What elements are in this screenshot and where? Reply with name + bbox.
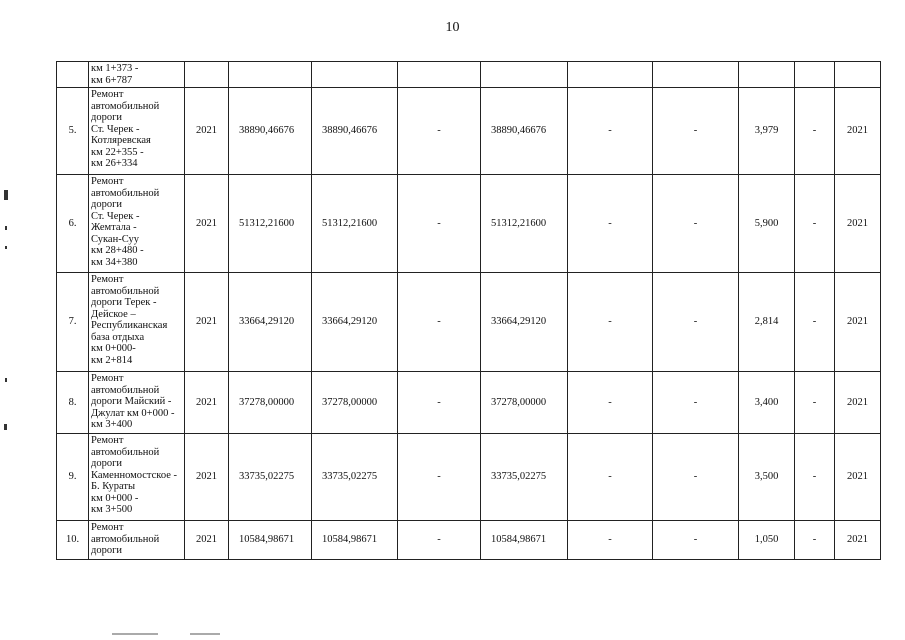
cell-empty [739, 62, 795, 88]
table-row [57, 273, 881, 372]
road-name-line: Сукан-Суу [91, 233, 139, 245]
road-name-line: км 6+787 [91, 74, 133, 86]
cell-year-start: 2021 [185, 434, 229, 521]
cell-year-start: 2021 [185, 372, 229, 434]
cell-total-cost: 10584,98671 [229, 521, 312, 560]
cell-cost-column-5: - [568, 434, 653, 521]
cell-cost-column-2: 33735,02275 [312, 434, 398, 521]
cell-year-end: 2021 [835, 88, 881, 175]
cell-year-end: 2021 [835, 273, 881, 372]
cell-year-end: 2021 [835, 521, 881, 560]
road-name-line: дороги Терек - [91, 297, 157, 308]
cell-empty [398, 62, 481, 88]
page-number: 10 [445, 20, 460, 35]
cell-column-10: - [795, 521, 835, 560]
cell-road-name [89, 62, 185, 88]
road-name-line: км 0+000 - [91, 492, 139, 504]
cell-column-10: - [795, 175, 835, 273]
cell-cost-column-6: - [653, 521, 739, 560]
road-name-line: Джулат км 0+000 - [91, 407, 175, 419]
road-name-line: дороги Майский - [91, 396, 172, 407]
cell-cost-column-5: - [568, 88, 653, 175]
road-name-line: автомобильной [91, 384, 160, 396]
cell-cost-column-6: - [653, 175, 739, 273]
road-name-line: Ремонт [91, 522, 124, 533]
cell-cost-column-2: 38890,46676 [312, 88, 398, 175]
cell-road-name [89, 88, 185, 175]
continuation-row [57, 62, 881, 88]
scan-mark [4, 424, 7, 430]
cell-column-10: - [795, 434, 835, 521]
road-repair-table [56, 61, 881, 560]
road-name-line: Котляревская [91, 135, 151, 146]
cell-column-10: - [795, 88, 835, 175]
road-name-line: дороги [91, 545, 123, 556]
cell-cost-column-2: 51312,21600 [312, 175, 398, 273]
cell-number: 9. [57, 434, 89, 521]
cell-total-cost: 51312,21600 [229, 175, 312, 273]
cell-total-cost: 33735,02275 [229, 434, 312, 521]
cell-cost-column-4: 10584,98671 [481, 521, 568, 560]
cell-cost-column-3: - [398, 372, 481, 434]
road-name-line: автомобильной [91, 187, 160, 199]
road-name-line: Ст. Черек - [91, 210, 140, 222]
cell-empty [653, 62, 739, 88]
cell-number: 10. [57, 521, 89, 560]
road-name-line: автомобильной [91, 100, 160, 112]
road-name-line: км 0+000- [91, 343, 136, 354]
cell-length-km: 2,814 [739, 273, 795, 372]
cell-empty [185, 62, 229, 88]
scan-mark [5, 378, 7, 382]
cell-empty [312, 62, 398, 88]
scan-mark [5, 246, 7, 249]
road-name-line: Ремонт [91, 176, 124, 187]
road-name-line: км 1+373 - [91, 63, 139, 74]
cell-cost-column-3: - [398, 434, 481, 521]
cell-cost-column-5: - [568, 521, 653, 560]
cell-number: 8. [57, 372, 89, 434]
cell-cost-column-5: - [568, 273, 653, 372]
cell-road-name [89, 175, 185, 273]
road-name-line: автомобильной [91, 285, 160, 297]
road-name-line: Ремонт [91, 373, 124, 384]
road-name-line: Каменномостское - [91, 469, 178, 481]
cell-cost-column-6: - [653, 434, 739, 521]
scan-mark [5, 226, 7, 230]
cell-year-end: 2021 [835, 372, 881, 434]
road-name-line: дороги [91, 458, 123, 469]
cell-cost-column-4: 33735,02275 [481, 434, 568, 521]
cell-length-km: 5,900 [739, 175, 795, 273]
cell-length-km: 1,050 [739, 521, 795, 560]
road-name-line: км 3+400 [91, 419, 133, 430]
cell-number: 7. [57, 273, 89, 372]
cell-total-cost: 37278,00000 [229, 372, 312, 434]
cell-year-end: 2021 [835, 175, 881, 273]
cell-cost-column-4: 38890,46676 [481, 88, 568, 175]
scan-mark [190, 633, 220, 635]
cell-year-start: 2021 [185, 521, 229, 560]
road-name-line: дороги [91, 199, 123, 210]
scan-mark [112, 633, 158, 635]
cell-total-cost: 38890,46676 [229, 88, 312, 175]
table-row [57, 521, 881, 560]
road-name-line: Ремонт [91, 274, 124, 285]
table-row [57, 434, 881, 521]
cell-number: 6. [57, 175, 89, 273]
road-name-line: Республиканская [91, 320, 168, 331]
cell-cost-column-4: 33664,29120 [481, 273, 568, 372]
road-name-line: Дейское – [91, 308, 136, 320]
cell-column-10: - [795, 372, 835, 434]
scan-mark [4, 190, 8, 200]
cell-year-start: 2021 [185, 88, 229, 175]
cell-no [57, 62, 89, 88]
cell-cost-column-6: - [653, 273, 739, 372]
road-name-line: км 26+334 [91, 158, 138, 169]
cell-cost-column-3: - [398, 521, 481, 560]
cell-year-start: 2021 [185, 175, 229, 273]
cell-cost-column-2: 37278,00000 [312, 372, 398, 434]
road-name-line: км 22+355 - [91, 146, 144, 158]
table-body [57, 62, 881, 560]
cell-cost-column-2: 10584,98671 [312, 521, 398, 560]
road-name-line: км 28+480 - [91, 245, 144, 256]
cell-length-km: 3,400 [739, 372, 795, 434]
cell-cost-column-5: - [568, 175, 653, 273]
road-name-line: Жемтала - [91, 222, 137, 233]
road-name-line: Ст. Черек - [91, 123, 140, 135]
cell-cost-column-2: 33664,29120 [312, 273, 398, 372]
cell-cost-column-3: - [398, 273, 481, 372]
road-name-line: км 3+500 [91, 504, 133, 515]
cell-column-10: - [795, 273, 835, 372]
road-name-line: база отдыха [91, 331, 145, 343]
cell-length-km: 3,979 [739, 88, 795, 175]
cell-empty [568, 62, 653, 88]
cell-number: 5. [57, 88, 89, 175]
cell-cost-column-6: - [653, 88, 739, 175]
road-name-line: Б. Кураты [91, 481, 136, 492]
road-name-line: Ремонт [91, 89, 124, 100]
road-name-line: Ремонт [91, 435, 124, 446]
table-row [57, 372, 881, 434]
cell-cost-column-4: 37278,00000 [481, 372, 568, 434]
cell-length-km: 3,500 [739, 434, 795, 521]
road-name-line: дороги [91, 112, 123, 123]
cell-cost-column-4: 51312,21600 [481, 175, 568, 273]
cell-road-name [89, 372, 185, 434]
cell-road-name [89, 434, 185, 521]
cell-empty [795, 62, 835, 88]
road-name-line: км 34+380 [91, 256, 138, 268]
cell-cost-column-3: - [398, 175, 481, 273]
road-name-line: км 2+814 [91, 354, 133, 366]
table-row [57, 88, 881, 175]
cell-empty [481, 62, 568, 88]
cell-road-name [89, 521, 185, 560]
cell-empty [835, 62, 881, 88]
road-name-line: автомобильной [91, 533, 160, 545]
table-row [57, 175, 881, 273]
cell-year-end: 2021 [835, 434, 881, 521]
cell-cost-column-3: - [398, 88, 481, 175]
cell-year-start: 2021 [185, 273, 229, 372]
cell-cost-column-5: - [568, 372, 653, 434]
road-name-line: автомобильной [91, 446, 160, 458]
cell-total-cost: 33664,29120 [229, 273, 312, 372]
cell-empty [229, 62, 312, 88]
cell-road-name [89, 273, 185, 372]
cell-cost-column-6: - [653, 372, 739, 434]
